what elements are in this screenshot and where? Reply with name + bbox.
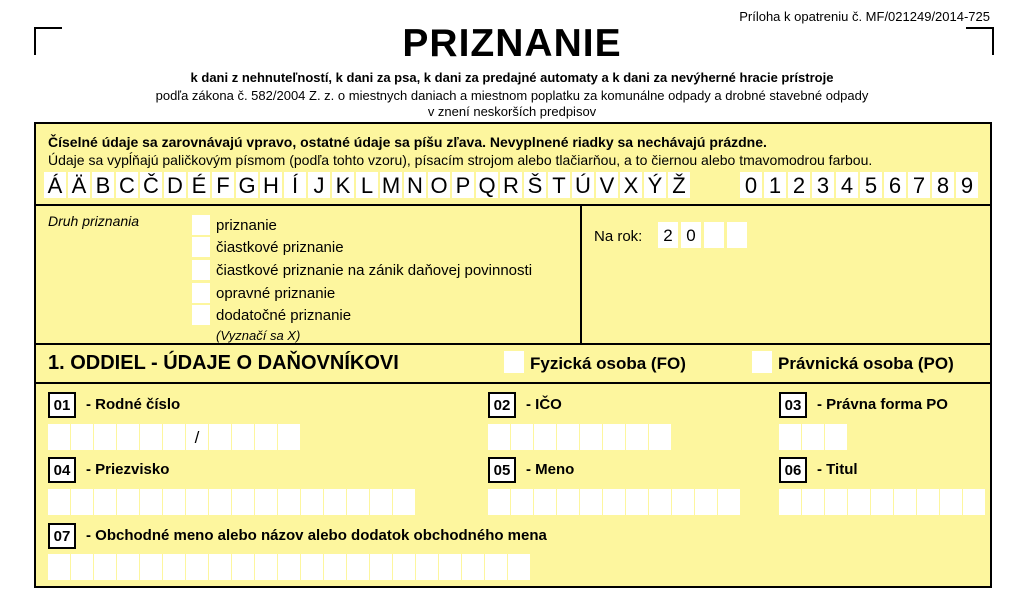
divider-druh-rok [580, 204, 582, 344]
letter-sample-row [44, 172, 988, 202]
sample-glyph: M [381, 173, 401, 198]
input-cell[interactable] [779, 424, 801, 450]
field-04-label: - Priezvisko [86, 461, 170, 478]
sample-glyph: L [356, 172, 378, 198]
input-cell[interactable] [917, 489, 939, 515]
input-cell[interactable] [802, 489, 824, 515]
input-cell[interactable] [94, 424, 116, 450]
sample-glyph: O [428, 172, 450, 198]
titul-input[interactable] [779, 489, 986, 515]
input-cell[interactable] [324, 489, 346, 515]
input-cell[interactable] [603, 424, 625, 450]
input-cell[interactable] [255, 489, 277, 515]
input-cell[interactable] [511, 489, 533, 515]
input-cell[interactable] [186, 554, 208, 580]
sample-glyph: 3 [812, 172, 834, 198]
form-subtitle: k dani z nehnuteľností, k dani za psa, k dani za predajné automaty a k dani za nevýherné hracie prístroje [190, 70, 834, 85]
input-cell[interactable] [557, 424, 579, 450]
input-cell[interactable] [626, 489, 648, 515]
input-cell[interactable] [508, 554, 530, 580]
sample-glyph: 5 [860, 172, 882, 198]
sample-glyph: J [308, 172, 330, 198]
input-cell[interactable] [301, 554, 323, 580]
input-cell[interactable] [672, 489, 694, 515]
pravna-forma-input[interactable] [779, 424, 848, 450]
field-05-number: 05 [488, 457, 516, 483]
separator-cell: / [186, 424, 208, 450]
input-cell[interactable] [393, 554, 415, 580]
option-label: čiastkové priznanie na zánik daňovej povinnosti [216, 261, 533, 279]
sample-glyph: 8 [932, 172, 954, 198]
law-reference: podľa zákona č. 582/2004 Z. z. o miestnych daniach a miestnom poplatku za komunálne odpady a drobné stavebné odpady [155, 88, 869, 103]
sample-glyph: P [452, 172, 474, 198]
obchodne-meno-input[interactable] [48, 554, 531, 580]
ico-input[interactable] [488, 424, 672, 450]
input-cell[interactable] [255, 424, 277, 450]
sample-glyph: D [164, 172, 186, 198]
input-cell[interactable] [117, 489, 139, 515]
field-02-number: 02 [488, 392, 516, 418]
input-cell[interactable] [825, 424, 847, 450]
input-cell[interactable] [370, 489, 392, 515]
input-cell[interactable] [117, 424, 139, 450]
input-cell[interactable] [48, 554, 70, 580]
input-cell[interactable] [94, 554, 116, 580]
input-cell[interactable] [439, 554, 461, 580]
input-cell[interactable] [94, 489, 116, 515]
sample-glyph: N [404, 172, 426, 198]
field-04-number: 04 [48, 457, 76, 483]
input-cell[interactable] [848, 489, 870, 515]
option-ciastkove[interactable] [192, 237, 344, 257]
input-cell[interactable] [209, 424, 231, 450]
input-cell[interactable] [825, 489, 847, 515]
input-cell[interactable] [163, 489, 185, 515]
field-07-number: 07 [48, 523, 76, 549]
input-cell[interactable] [48, 489, 70, 515]
annex-reference: Príloha k opatreniu č. MF/021249/2014-725 [739, 9, 990, 24]
input-cell[interactable] [626, 424, 648, 450]
sample-glyph: Í [284, 172, 306, 198]
option-opravne[interactable] [192, 283, 335, 303]
field-03-label: - Právna forma PO [817, 396, 948, 413]
sample-glyph: G [236, 172, 258, 198]
instructions-line-1: Číselné údaje sa zarovnávajú vpravo, ostatné údaje sa píšu zľava. Nevyplnené riadky sa nechávajú prázdne. [48, 134, 767, 150]
field-02-label: - IČO [526, 396, 562, 413]
option-checkbox[interactable] [192, 305, 210, 325]
input-cell[interactable] [186, 489, 208, 515]
input-cell[interactable] [117, 554, 139, 580]
input-cell[interactable] [347, 554, 369, 580]
sample-glyph: 4 [836, 172, 858, 198]
input-cell[interactable] [393, 489, 415, 515]
mark-x-note: (Vyznačí sa X) [216, 328, 301, 343]
input-cell[interactable] [209, 554, 231, 580]
divider-section1-header [34, 382, 992, 384]
input-cell[interactable] [278, 489, 300, 515]
input-cell[interactable] [370, 554, 392, 580]
option-checkbox[interactable] [192, 215, 210, 235]
year-input-3[interactable] [704, 222, 724, 248]
input-cell[interactable] [232, 489, 254, 515]
input-cell[interactable] [163, 424, 185, 450]
amendments-note: v znení neskorších predpisov [427, 104, 597, 119]
input-cell[interactable] [278, 554, 300, 580]
field-01-number: 01 [48, 392, 76, 418]
input-cell[interactable] [347, 489, 369, 515]
input-cell[interactable] [416, 554, 438, 580]
input-cell[interactable] [718, 489, 740, 515]
input-cell[interactable] [488, 489, 510, 515]
option-checkbox[interactable] [192, 237, 210, 257]
input-cell[interactable] [603, 489, 625, 515]
year-input-4[interactable] [727, 222, 747, 248]
input-cell[interactable] [557, 489, 579, 515]
input-cell[interactable] [324, 554, 346, 580]
input-cell[interactable] [71, 489, 93, 515]
input-cell[interactable] [232, 424, 254, 450]
field-01-label: - Rodné číslo [86, 396, 181, 413]
option-label: dodatočné priznanie [216, 306, 352, 324]
input-cell[interactable] [894, 489, 916, 515]
sample-glyph: K [332, 172, 354, 198]
sample-glyph: 2 [788, 172, 810, 198]
option-checkbox[interactable] [192, 260, 210, 280]
page-title: PRIZNANIE [402, 22, 622, 65]
po-checkbox[interactable] [752, 351, 772, 373]
input-cell[interactable] [802, 424, 824, 450]
fo-checkbox[interactable] [504, 351, 524, 373]
sample-glyph: T [548, 172, 570, 198]
input-cell[interactable] [871, 489, 893, 515]
sample-glyph: Á [44, 172, 66, 198]
year-digit-1: 2 [658, 222, 678, 248]
option-dodatocne[interactable] [192, 305, 351, 325]
field-05-label: - Meno [526, 461, 575, 478]
input-cell[interactable] [71, 424, 93, 450]
input-cell[interactable] [580, 424, 602, 450]
sample-glyph: 9 [956, 172, 978, 198]
po-label: Právnická osoba (PO) [778, 354, 954, 373]
option-ciastkove-zanik[interactable] [192, 260, 532, 280]
instructions-line-2: Údaje sa vypĺňajú paličkovým písmom (podľa tohto vzoru), písacím strojom alebo tlačiarňou, a to čiernou alebo tmavomodrou farbou. [48, 152, 873, 168]
input-cell[interactable] [462, 554, 484, 580]
option-checkbox[interactable] [192, 283, 210, 303]
sample-glyph: V [596, 172, 618, 198]
input-cell[interactable] [48, 424, 70, 450]
input-cell[interactable] [209, 489, 231, 515]
sample-glyph: Š [524, 172, 546, 198]
input-cell[interactable] [301, 489, 323, 515]
field-03-number: 03 [779, 392, 807, 418]
option-label: opravné priznanie [216, 284, 336, 302]
option-label: čiastkové priznanie [216, 238, 344, 256]
field-06-number: 06 [779, 457, 807, 483]
input-cell[interactable] [649, 489, 671, 515]
input-cell[interactable] [963, 489, 985, 515]
option-priznanie[interactable] [192, 215, 277, 235]
sample-glyph: 6 [884, 172, 906, 198]
sample-glyph [716, 172, 738, 198]
sample-glyph: R [500, 172, 522, 198]
sample-glyph: F [212, 172, 234, 198]
sample-glyph: É [188, 172, 210, 198]
input-cell[interactable] [534, 489, 556, 515]
divider-instructions [34, 204, 992, 206]
input-cell[interactable] [485, 554, 507, 580]
rodne-cislo-input[interactable] [48, 424, 301, 450]
sample-glyph: Ý [644, 172, 666, 198]
sample-glyph: Ž [668, 172, 690, 198]
input-cell[interactable] [695, 489, 717, 515]
section-1-title: 1. ODDIEL - ÚDAJE O DAŇOVNÍKOVI [48, 352, 399, 374]
input-cell[interactable] [534, 424, 556, 450]
input-cell[interactable] [232, 554, 254, 580]
sample-glyph: B [92, 172, 114, 198]
field-07-label: - Obchodné meno alebo názov alebo dodatok obchodného mena [86, 527, 547, 544]
option-label: priznanie [216, 216, 277, 234]
sample-glyph: Ä [68, 172, 90, 198]
sample-glyph: Č [140, 172, 162, 198]
input-cell[interactable] [511, 424, 533, 450]
input-cell[interactable] [255, 554, 277, 580]
input-cell[interactable] [140, 424, 162, 450]
meno-input[interactable] [488, 489, 741, 515]
input-cell[interactable] [488, 424, 510, 450]
sample-glyph: Q [476, 172, 498, 198]
sample-glyph: H [260, 172, 282, 198]
sample-glyph: C [116, 172, 138, 198]
input-cell[interactable] [940, 489, 962, 515]
input-cell[interactable] [71, 554, 93, 580]
sample-glyph: 0 [740, 172, 762, 198]
na-rok-label: Na rok: [594, 228, 643, 245]
input-cell[interactable] [163, 554, 185, 580]
sample-glyph: Ú [572, 172, 594, 198]
input-cell[interactable] [140, 489, 162, 515]
druh-priznania-label: Druh priznania [48, 213, 140, 229]
input-cell[interactable] [278, 424, 300, 450]
sample-glyph: X [620, 172, 642, 198]
divider-section1-top [34, 343, 992, 345]
input-cell[interactable] [649, 424, 671, 450]
field-06-label: - Titul [817, 461, 858, 478]
priezvisko-input[interactable] [48, 489, 416, 515]
input-cell[interactable] [580, 489, 602, 515]
input-cell[interactable] [140, 554, 162, 580]
sample-glyph: 7 [908, 172, 930, 198]
input-cell[interactable] [779, 489, 801, 515]
sample-glyph [692, 172, 714, 198]
year-digit-2: 0 [681, 222, 701, 248]
sample-glyph: 1 [764, 172, 786, 198]
fo-label: Fyzická osoba (FO) [530, 354, 686, 373]
